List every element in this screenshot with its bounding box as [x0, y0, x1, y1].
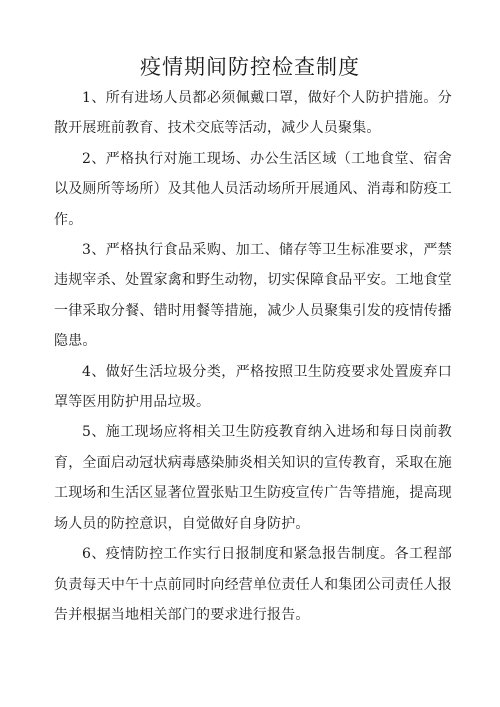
paragraph-5: 5、施工现场应将相关卫生防疫教育纳入进场和每日岗前教育，全面启动冠状病毒感染肺炎相关知识的宣传教育，采取在施工现场和生活区显著位置张贴卫生防疫宣传广告等措施，提高现场人员的防控意识，自觉做好自身防护。 [54, 424, 452, 532]
paragraph-4: 4、做好生活垃圾分类，严格按照卫生防疫要求处置废弃口罩等医用防护用品垃圾。 [54, 363, 452, 411]
paragraph-1: 1、所有进场人员都必须佩戴口罩，做好个人防护措施。分散开展班前教育、技术交底等活动，减少人员聚集。 [54, 90, 452, 137]
page-title: 疫情期间防控检查制度 [140, 55, 360, 79]
paragraph-3: 3、严格执行食品采购、加工、储存等卫生标准要求，严禁违规宰杀、处置家禽和野生动物，切实保障食品平安。工地食堂一律采取分餐、错时用餐等措施，减少人员聚集引发的疫情传播隐患。 [54, 242, 452, 350]
document-body [54, 83, 452, 630]
paragraph-2: 2、严格执行对施工现场、办公生活区域（工地食堂、宿舍以及厕所等场所）及其他人员活动场所开展通风、消毒和防疫工作。 [54, 150, 452, 228]
paragraph-6: 6、疫情防控工作实行日报制度和紧急报告制度。各工程部负责每天中午十点前同时向经营单位责任人和集团公司责任人报告并根据当地相关部门的要求进行报告。 [54, 546, 452, 623]
